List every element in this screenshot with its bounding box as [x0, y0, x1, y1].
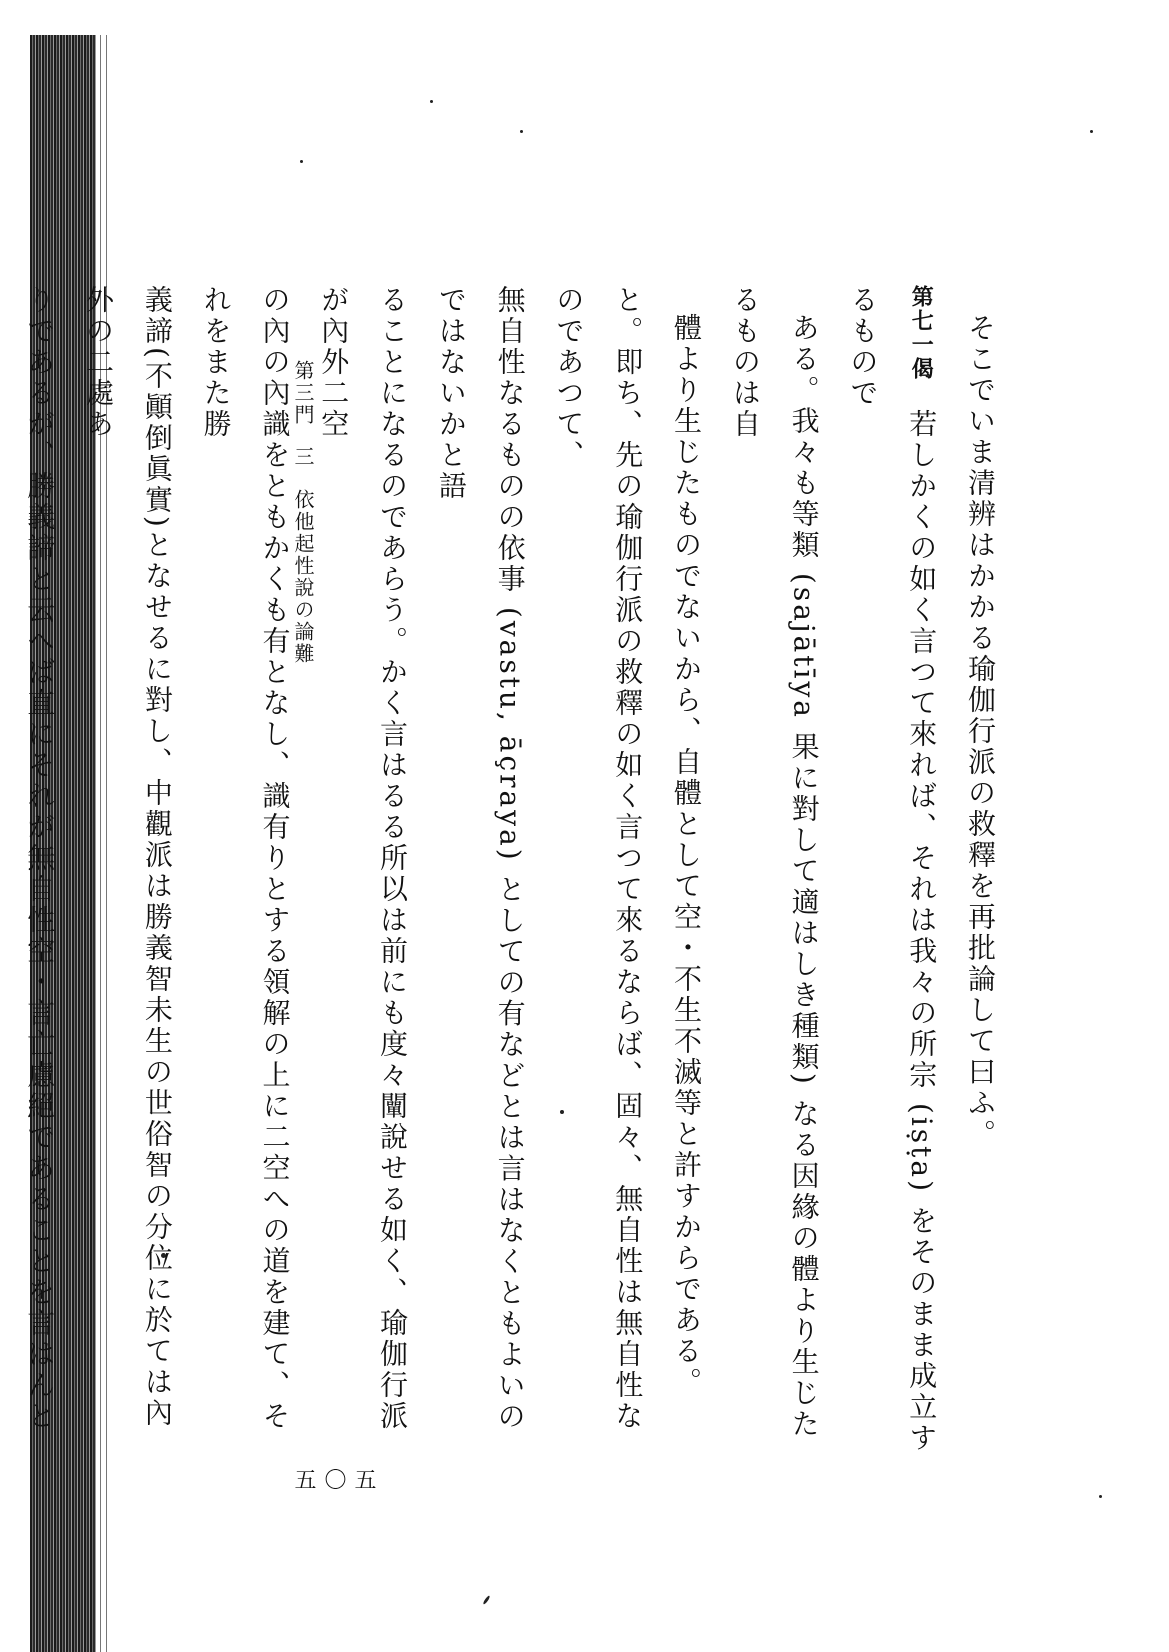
text-line: 體より生じたものでないから、自體として空・不生不滅等と許すからである。: [670, 313, 704, 1398]
scan-speck: [1099, 1495, 1102, 1498]
scan-speck: [300, 160, 303, 163]
footer-subsection: 三: [291, 446, 315, 469]
scan-speck: [1090, 130, 1093, 133]
footer-section: 第三門: [291, 360, 315, 426]
verse-label: 第七一偈: [908, 285, 935, 381]
scan-speck: [520, 130, 523, 133]
text-line: ることになるのであらう。かく言はるる所以は前にも度々闡說せる如く、瑜伽行派が內外二空: [317, 285, 410, 1432]
scan-speck: [482, 1595, 490, 1605]
page-number: 五〇五: [291, 1468, 376, 1492]
footer-title: 依他起性說の論難: [291, 488, 315, 665]
text-line: と。即ち、先の瑜伽行派の救釋の如く言つて來るならば、固々、無自性は無自性なのであつて、: [552, 285, 645, 1432]
text-line-content: 若しかくの如く言つて來れば、それは我々の所宗 (iṣṭa) をそのまま成立するもので: [846, 285, 939, 1454]
text-line: りであるが、勝義諦と云へば直にそれが無自性空・言亡慮絕であることを言はんと: [23, 285, 57, 1432]
text-line: 義諦(不顚倒眞實)となせるに對し、中觀派は勝義智未生の世俗智の分位に於ては內外の二處あ: [82, 285, 174, 1429]
text-line: [833, 285, 951, 1455]
body-text: [0, 285, 1009, 1455]
scan-speck: [430, 100, 433, 103]
text-line: 無自性なるものの依事 (vastu, āçraya) としての有などとは言はなくともよいのではないかと語: [434, 285, 527, 1433]
text-line: ある。我々も等類 (sajātīya 果に對して適はしき種類) なる因緣の體より生じたるものは自: [728, 285, 821, 1440]
text-line: の內の內識をともかくも有となし、識有りとする領解の上に二空への道を建て、それをまた勝: [199, 285, 292, 1432]
text-line: そこでいま清辨はかかる瑜伽行派の救釋を再批論して曰ふ。: [964, 313, 997, 1150]
